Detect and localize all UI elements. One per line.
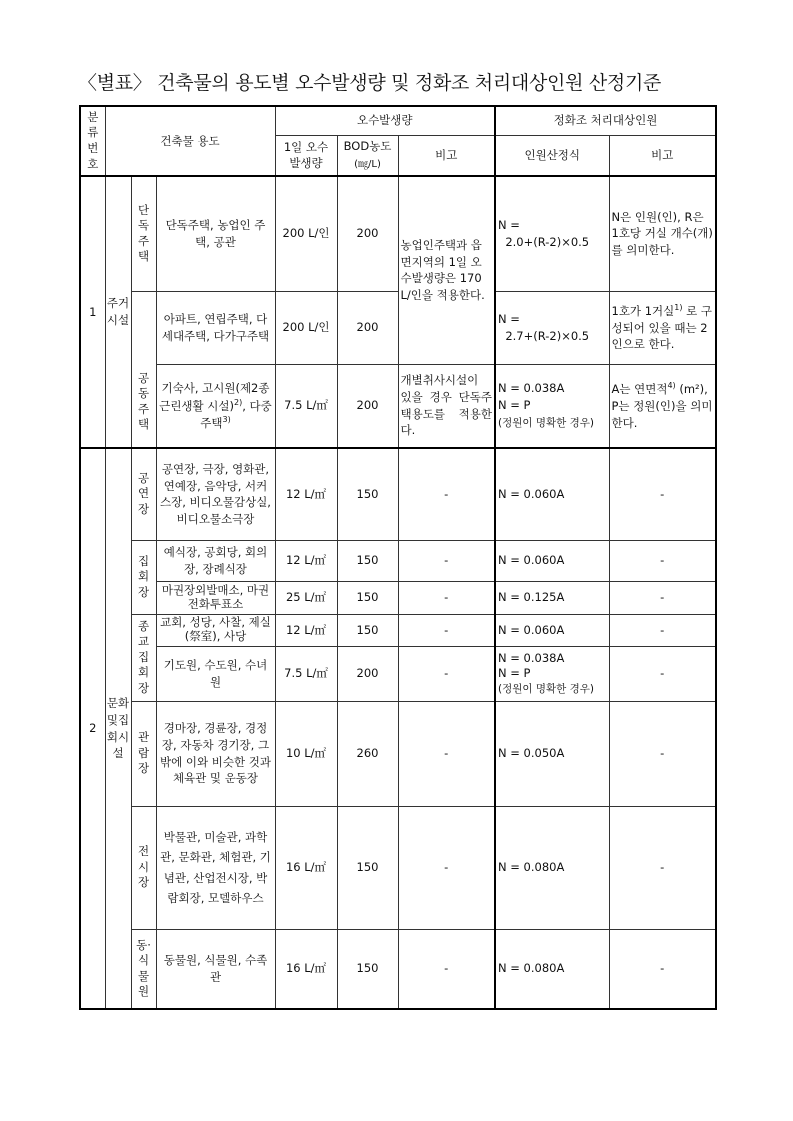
table-row (80, 701, 716, 806)
usage-cell: 아파트, 연립주택, 다세대주택, 다가구주택 (156, 291, 275, 364)
usage-cell: 박물관, 미술관, 과학관, 문화관, 체험관, 기념관, 산업전시장, 박람회장, 모델하우스 (156, 806, 275, 929)
subcategory: 집회장 (131, 540, 156, 614)
bod-cell: 150 (337, 448, 398, 540)
usage-text: 기숙사, 고시원(제2종근린생활 시설) (159, 380, 270, 413)
bod-cell: 150 (337, 540, 398, 581)
formula-cell: N = 0.050A (495, 701, 609, 806)
daily-cell: 16 L/㎡ (275, 929, 337, 1009)
subcategory: 관람장 (131, 701, 156, 806)
table-row (80, 540, 716, 581)
footnote-mark: 1) (674, 303, 683, 313)
daily-cell: 12 L/㎡ (275, 614, 337, 646)
footnote-mark: 2) (234, 397, 243, 407)
subcategory: 전시장 (131, 806, 156, 929)
usage-cell: 공연장, 극장, 영화관, 연예장, 음악당, 서커스장, 비디오물감상실, 비디오물소극장 (156, 448, 275, 540)
note-cell: - (398, 929, 495, 1009)
daily-cell: 7.5 L/㎡ (275, 646, 337, 701)
category-number: 2 (80, 448, 105, 1009)
header-sewage: 오수발생량 (275, 106, 495, 135)
usage-cell: 예식장, 공회당, 회의장, 장례식장 (156, 540, 275, 581)
header-note: 비고 (398, 135, 495, 176)
bod-cell: 150 (337, 806, 398, 929)
formula-line: 2.7+(R-2)×0.5 (505, 328, 590, 343)
note2-cell: - (609, 929, 716, 1009)
subcategory: 동·식물원 (131, 929, 156, 1009)
standards-table (79, 105, 717, 1010)
note-text: 1호가 1거실 (611, 303, 675, 318)
bod-label: BOD농도 (343, 139, 392, 154)
note-cell: - (398, 806, 495, 929)
usage-cell: 경마장, 경륜장, 경정장, 자동차 경기장, 그 밖에 이와 비슷한 것과 체육관 및 운동장 (156, 701, 275, 806)
note2-cell: - (609, 540, 716, 581)
header-formula: 인원산정식 (495, 135, 609, 176)
note2-cell: - (609, 806, 716, 929)
bod-cell: 200 (337, 646, 398, 701)
daily-cell: 10 L/㎡ (275, 701, 337, 806)
subcategory: 단독주택 (131, 176, 156, 291)
formula-line: N = 0.038A (498, 381, 565, 396)
subcategory: 공연장 (131, 448, 156, 540)
formula-line: N = P (498, 398, 531, 413)
usage-cell: 단독주택, 농업인 주택, 공관 (156, 176, 275, 291)
page-title: 〈별표〉 건축물의 용도별 오수발생량 및 정화조 처리대상인원 산정기준 (78, 72, 662, 94)
daily-cell: 16 L/㎡ (275, 806, 337, 929)
daily-cell: 200 L/인 (275, 291, 337, 364)
formula-cell: N = 0.060A (495, 540, 609, 581)
header-note2: 비고 (609, 135, 716, 176)
table-row (80, 646, 716, 701)
note2-cell: - (609, 614, 716, 646)
bod-cell: 260 (337, 701, 398, 806)
note-cell: 개별취사시설이 있을 경우 단독주택용도를 적용한다. (398, 364, 495, 448)
bod-cell: 200 (337, 176, 398, 291)
table-row (80, 806, 716, 929)
usage-cell: 마권장외발매소, 마권전화투표소 (156, 581, 275, 614)
note-cell: - (398, 448, 495, 540)
header-row (80, 106, 716, 135)
formula-line: (정원이 명확한 경우) (498, 416, 595, 429)
category-number: 1 (80, 176, 105, 448)
bod-unit: (㎎/L) (354, 158, 381, 170)
usage-cell: 교회, 성당, 사찰, 제실(祭室), 사당 (156, 614, 275, 646)
bod-cell: 150 (337, 929, 398, 1009)
note2-cell: N은 인원(인), R은 1호당 거실 개수(개)를 의미한다. (609, 176, 716, 291)
note-text: 로 구성되어 있을 때는 2인으로 한다. (611, 303, 712, 352)
formula-cell: N = 0.125A (495, 581, 609, 614)
formula-cell: N = 0.060A (495, 448, 609, 540)
footnote-mark: 4) (667, 381, 676, 391)
usage-text: , 다중주택 (200, 398, 272, 430)
table-row (80, 581, 716, 614)
note-cell: - (398, 581, 495, 614)
note-text: (m²), P는 정원(인)을 의미한다. (611, 382, 713, 430)
note2-cell: - (609, 701, 716, 806)
formula-cell (495, 364, 609, 448)
note2-cell: - (609, 646, 716, 701)
formula-line: N = (498, 311, 520, 326)
footnote-mark: 3) (222, 415, 231, 425)
header-septic: 정화조 처리대상인원 (495, 106, 716, 135)
formula-cell: N = 0.080A (495, 806, 609, 929)
bod-cell: 200 (337, 364, 398, 448)
daily-cell: 12 L/㎡ (275, 448, 337, 540)
formula-cell: N = 0.060A (495, 614, 609, 646)
category-name: 주거시설 (105, 176, 131, 448)
note-cell: 농업인주택과 읍면지역의 1일 오수발생량은 170 L/인을 적용한다. (398, 176, 495, 364)
table-row (80, 448, 716, 540)
note-cell: - (398, 540, 495, 581)
bod-cell: 200 (337, 291, 398, 364)
formula-line: N = (498, 218, 520, 233)
category-name: 문화및집회시설 (105, 448, 131, 1009)
header-usage: 건축물 용도 (105, 106, 275, 176)
table-row (80, 364, 716, 448)
daily-cell: 200 L/인 (275, 176, 337, 291)
usage-cell (156, 364, 275, 448)
note2-cell: - (609, 581, 716, 614)
note-cell: - (398, 701, 495, 806)
formula-line: N = P (498, 665, 531, 680)
note2-cell: - (609, 448, 716, 540)
formula-cell (495, 176, 609, 291)
note-cell: - (398, 614, 495, 646)
note2-cell (609, 291, 716, 364)
header-code: 분류번호 (80, 106, 105, 176)
daily-cell: 7.5 L/㎡ (275, 364, 337, 448)
bod-cell: 150 (337, 581, 398, 614)
note-cell: - (398, 646, 495, 701)
subcategory: 공동주택 (131, 291, 156, 448)
table-row (80, 614, 716, 646)
header-bod (337, 135, 398, 176)
note2-cell (609, 364, 716, 448)
formula-cell (495, 646, 609, 701)
daily-cell: 25 L/㎡ (275, 581, 337, 614)
daily-cell: 12 L/㎡ (275, 540, 337, 581)
formula-line: N = 0.038A (498, 650, 565, 665)
formula-line: (정원이 명확한 경우) (498, 682, 595, 695)
table-row (80, 929, 716, 1009)
subcategory: 종교집회장 (131, 614, 156, 701)
usage-cell: 기도원, 수도원, 수녀원 (156, 646, 275, 701)
formula-cell (495, 291, 609, 364)
formula-cell: N = 0.080A (495, 929, 609, 1009)
note-text: A는 연면적 (611, 382, 668, 397)
table-row (80, 176, 716, 291)
header-daily: 1일 오수 발생량 (275, 135, 337, 176)
formula-line: 2.0+(R-2)×0.5 (505, 234, 590, 249)
bod-cell: 150 (337, 614, 398, 646)
usage-cell: 동물원, 식물원, 수족관 (156, 929, 275, 1009)
